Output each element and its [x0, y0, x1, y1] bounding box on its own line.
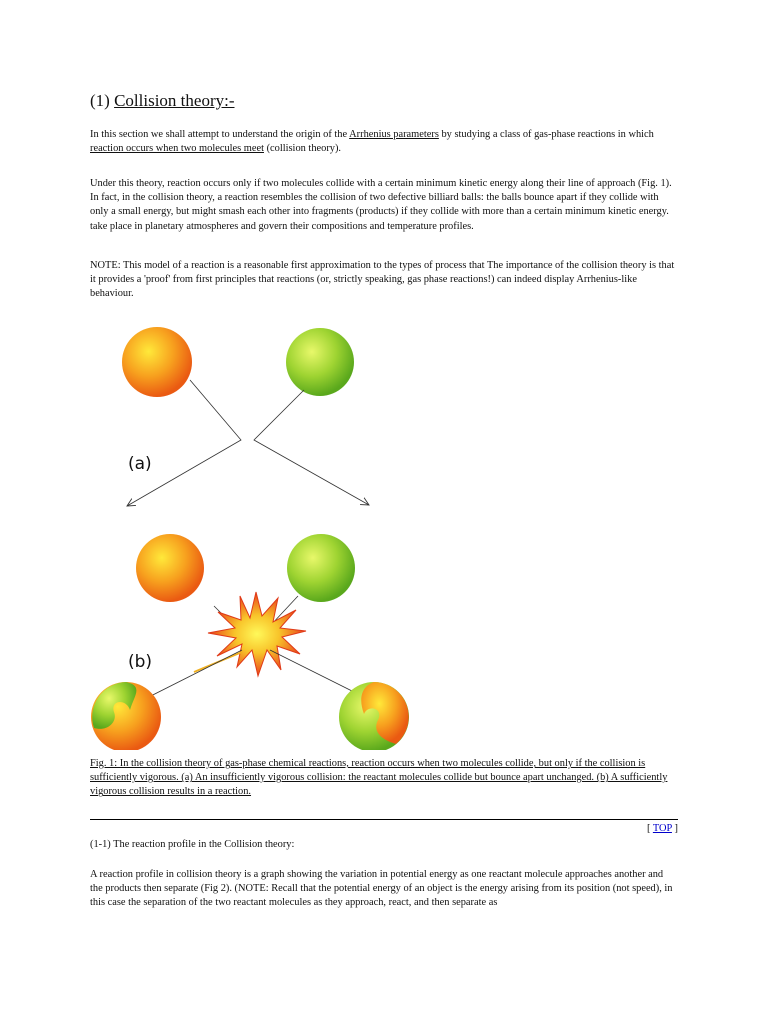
intro-text-3: (collision theory).	[263, 143, 342, 155]
collision-figure	[82, 320, 442, 750]
note-paragraph: NOTE: This model of a reaction is a reasonable first approximation to the types of process that The importance of the collision theory is that it provides a 'proof' from first principles that reactions (or, strictly speaking, gas phase reactions!) can indeed display Arrhenius-like behaviour.	[90, 260, 675, 300]
bracket-close: ]	[671, 823, 678, 834]
intro-text-1: In this section we shall attempt to understand the origin of the	[90, 129, 350, 140]
green-molecule-a	[286, 328, 354, 396]
bounce-arrow-left	[127, 380, 241, 506]
reaction-meet-link[interactable]: reaction occurs when two molecules meet	[90, 143, 264, 155]
bounce-arrow-right	[254, 390, 369, 505]
explosion-burst	[208, 592, 306, 676]
label-b: (b)	[128, 652, 153, 672]
figure-caption[interactable]: Fig. 1: In the collision theory of gas-phase chemical reactions, reaction occurs when two molecules collide, but only if the collision is sufficiently vigorous. (a) An insufficiently vigorous collision: the reactant molecules collide but bounce apart unchanged. (b) A sufficiently vigorous collision results in a reaction.	[90, 758, 668, 798]
section-divider	[90, 819, 678, 820]
section-number: (1)	[90, 91, 110, 110]
intro-paragraph	[90, 128, 678, 156]
orange-molecule-b	[136, 534, 204, 602]
theory-paragraph: Under this theory, reaction occurs only if two molecules collide with a certain minimum kinetic energy along their line of approach (Fig. 1). In fact, in the collision theory, a reaction resembles the collision of two defective billiard balls: the balls bounce apart if they collide with only a small energy, but might smash each other into fragments (products) if they collide with more than a certain minimum kinetic energy. take place in planetary atmospheres and govern their compositions and temperature profiles.	[90, 178, 672, 232]
product-molecule-right	[339, 682, 409, 750]
top-nav	[647, 823, 678, 834]
orange-molecule-a	[122, 327, 192, 397]
reaction-profile-paragraph: A reaction profile in collision theory is a graph showing the variation in potential energy as one reactant molecule approaches another and the products then separate (Fig 2). (NOTE: Recall that the potential energy of an object is the energy arising from its position (not speed), in this case the separation of the two reactant molecules as they approach, react, and then separate as	[90, 869, 673, 909]
label-a: (a)	[128, 454, 152, 474]
section-heading	[90, 91, 235, 111]
product-molecule-left	[91, 682, 161, 750]
section-title-link[interactable]: Collision theory:-	[114, 91, 235, 110]
arrhenius-parameters-link[interactable]: Arrhenius parameters	[349, 129, 439, 140]
intro-text-2: by studying a class of gas-phase reactions in which	[438, 129, 654, 140]
top-link[interactable]: TOP	[652, 823, 672, 834]
green-molecule-b	[287, 534, 355, 602]
subsection-heading: (1-1) The reaction profile in the Collision theory:	[90, 839, 295, 850]
bracket-open: [	[647, 823, 653, 834]
